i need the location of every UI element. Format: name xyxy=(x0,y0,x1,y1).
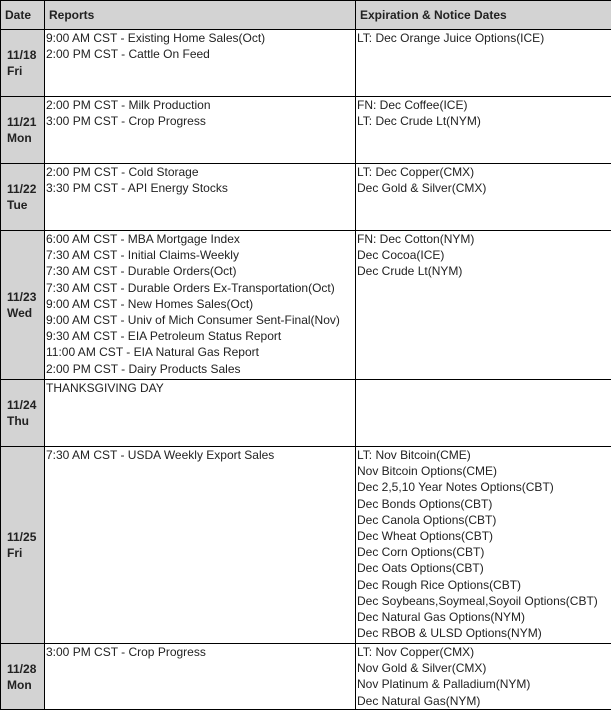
expiration-item: Dec Canola Options(CBT) xyxy=(357,512,497,527)
calendar-row xyxy=(1,164,611,231)
date-column-header: Date xyxy=(1,1,45,30)
expiration-item: Dec Rough Rice Options(CBT) xyxy=(357,577,522,592)
expiration-item: Dec Cocoa(ICE) xyxy=(357,248,445,263)
reports-cell xyxy=(45,447,356,644)
expiration-item: Dec Natural Gas(NYM) xyxy=(357,693,481,708)
expiration-item: Dec Natural Gas Options(NYM) xyxy=(357,610,526,625)
expiration-item: Nov Bitcoin Options(CME) xyxy=(357,464,498,479)
calendar-row xyxy=(1,231,611,380)
expiration-item: Dec Corn Options(CBT) xyxy=(357,545,485,560)
date-label: 11/24 xyxy=(7,398,37,412)
date-label: 11/25 xyxy=(7,530,37,544)
expiration-item: Dec Gold & Silver(CMX) xyxy=(357,181,487,196)
report-item: 7:30 AM CST - Durable Orders Ex-Transportation(Oct) xyxy=(46,280,335,295)
date-label: 11/21 xyxy=(7,115,37,129)
expiration-item: FN: Dec Coffee(ICE) xyxy=(357,98,468,112)
date-label: 11/18 xyxy=(7,48,37,62)
date-cell xyxy=(1,447,45,644)
expirations-cell xyxy=(356,644,611,710)
report-item: 9:00 AM CST - Univ of Mich Consumer Sent-Final(Nov) xyxy=(46,313,340,328)
expiration-item: Nov Platinum & Palladium(NYM) xyxy=(357,677,531,692)
expiration-item: LT: Dec Orange Juice Options(ICE) xyxy=(357,31,545,45)
weekday-label: Mon xyxy=(7,677,32,692)
expiration-item: Dec Wheat Options(CBT) xyxy=(357,529,494,544)
expiration-item: LT: Nov Copper(CMX) xyxy=(357,645,475,659)
expirations-cell xyxy=(356,447,611,644)
weekday-label: Thu xyxy=(7,414,29,428)
date-cell xyxy=(1,164,45,231)
date-cell xyxy=(1,380,45,447)
reports-cell xyxy=(45,164,356,231)
report-item: 7:30 AM CST - Initial Claims-Weekly xyxy=(46,248,239,263)
header-row xyxy=(1,1,611,30)
expirations-cell xyxy=(356,380,611,447)
calendar-row xyxy=(1,447,611,644)
report-item: 2:00 PM CST - Cold Storage xyxy=(46,165,199,179)
reports-cell xyxy=(45,380,356,447)
weekday-label: Tue xyxy=(7,198,28,212)
expiration-item: Dec Bonds Options(CBT) xyxy=(357,496,493,511)
expirations-cell xyxy=(356,231,611,380)
report-item: 9:00 AM CST - New Homes Sales(Oct) xyxy=(46,296,254,311)
calendar-body xyxy=(1,30,611,710)
calendar-row xyxy=(1,644,611,710)
weekday-label: Wed xyxy=(7,306,33,320)
expiration-item: Dec RBOB & ULSD Options(NYM) xyxy=(357,626,542,641)
report-item: THANKSGIVING DAY xyxy=(46,381,164,395)
expiration-item: Dec Crude Lt(NYM) xyxy=(357,264,463,279)
report-item: 7:30 AM CST - Durable Orders(Oct) xyxy=(46,264,237,279)
report-item: 7:30 AM CST - USDA Weekly Export Sales xyxy=(46,448,275,462)
weekday-label: Fri xyxy=(7,64,23,78)
reports-cell xyxy=(45,30,356,97)
expirations-cell xyxy=(356,30,611,97)
expirations-cell xyxy=(356,97,611,164)
report-item: 9:00 AM CST - Existing Home Sales(Oct) xyxy=(46,31,266,45)
report-item: 9:30 AM CST - EIA Petroleum Status Report xyxy=(46,329,282,344)
expiration-item: Nov Gold & Silver(CMX) xyxy=(357,661,487,676)
report-item: 2:00 PM CST - Milk Production xyxy=(46,98,211,112)
date-cell xyxy=(1,231,45,380)
weekday-label: Fri xyxy=(7,546,23,560)
report-item: 6:00 AM CST - MBA Mortgage Index xyxy=(46,232,240,246)
expiration-item: LT: Dec Copper(CMX) xyxy=(357,165,475,179)
expiration-item: LT: Nov Bitcoin(CME) xyxy=(357,448,471,462)
date-cell xyxy=(1,644,45,710)
report-item: 3:00 PM CST - Crop Progress xyxy=(46,645,206,659)
expiration-column-header: Expiration & Notice Dates xyxy=(356,1,611,30)
expiration-item: Dec 2,5,10 Year Notes Options(CBT) xyxy=(357,480,554,495)
date-cell xyxy=(1,97,45,164)
date-label: 11/23 xyxy=(7,290,37,304)
report-item: 2:00 PM CST - Cattle On Feed xyxy=(46,47,210,62)
expiration-item: Dec Oats Options(CBT) xyxy=(357,561,484,576)
date-cell xyxy=(1,30,45,97)
reports-cell xyxy=(45,644,356,710)
calendar-row xyxy=(1,97,611,164)
calendar-row xyxy=(1,380,611,447)
reports-column-header: Reports xyxy=(45,1,356,30)
date-label: 11/28 xyxy=(7,661,37,676)
report-item: 11:00 AM CST - EIA Natural Gas Report xyxy=(46,345,259,360)
report-item: 3:30 PM CST - API Energy Stocks xyxy=(46,181,228,196)
report-item: 3:00 PM CST - Crop Progress xyxy=(46,114,206,129)
report-item: 2:00 PM CST - Dairy Products Sales xyxy=(46,361,241,376)
date-label: 11/22 xyxy=(7,182,37,196)
reports-cell xyxy=(45,97,356,164)
expiration-item: Dec Soybeans,Soymeal,Soyoil Options(CBT) xyxy=(357,593,598,608)
reports-cell xyxy=(45,231,356,380)
calendar-row xyxy=(1,30,611,97)
expiration-item: LT: Dec Crude Lt(NYM) xyxy=(357,114,481,129)
weekday-label: Mon xyxy=(7,131,32,145)
expiration-item: FN: Dec Cotton(NYM) xyxy=(357,232,475,246)
expirations-cell xyxy=(356,164,611,231)
